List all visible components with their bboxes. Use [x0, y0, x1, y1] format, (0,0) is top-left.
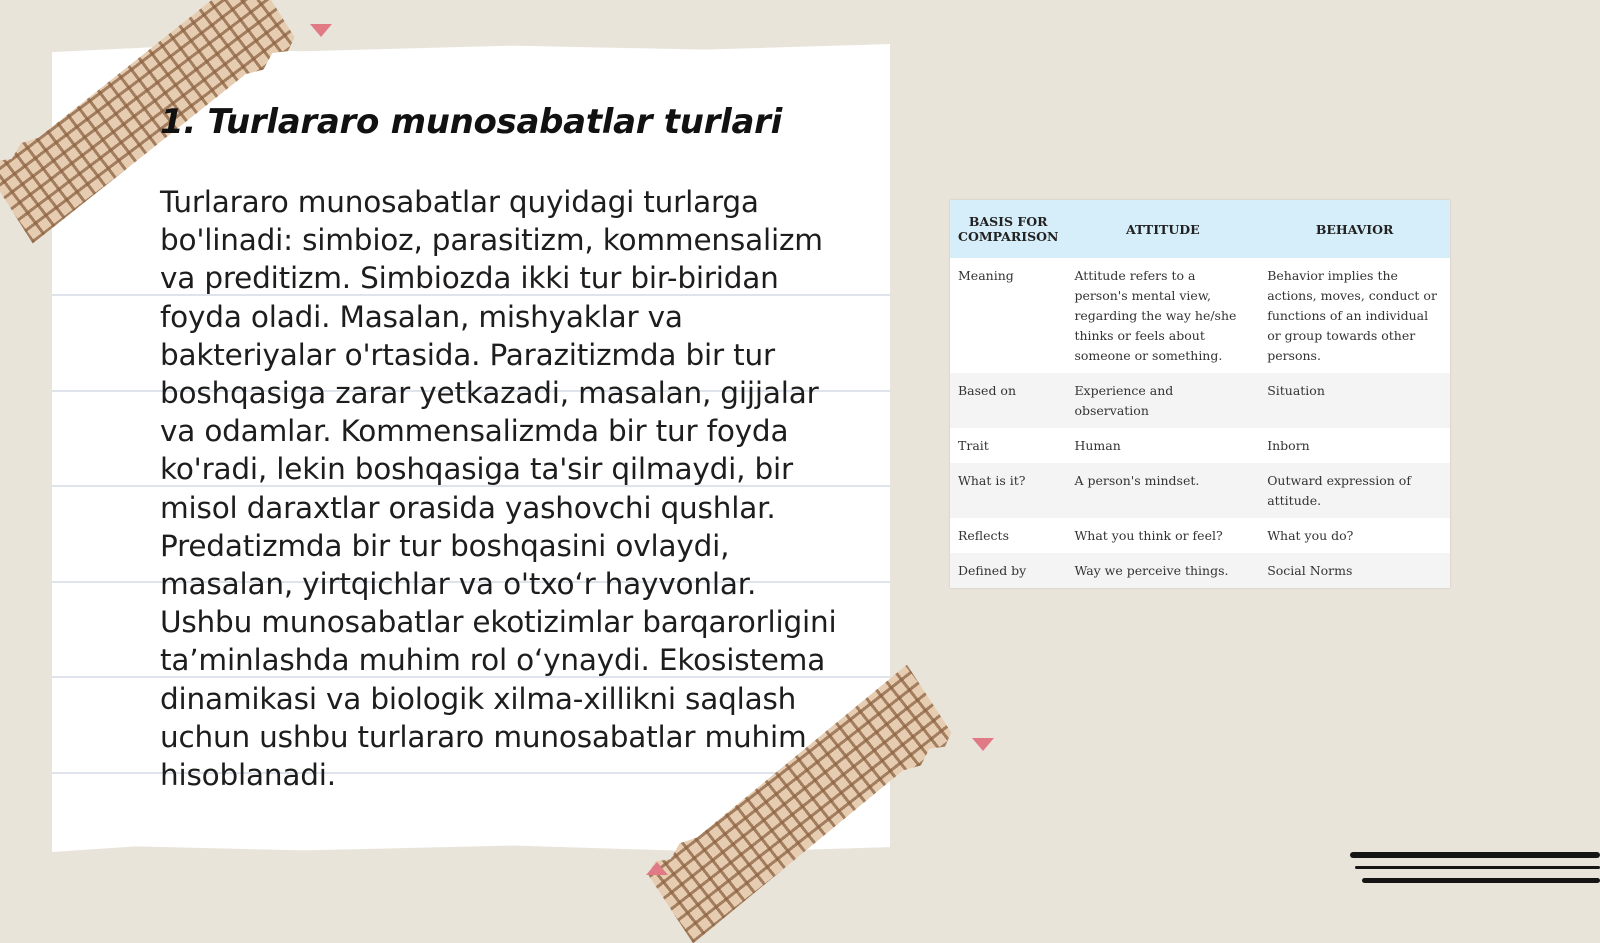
table-cell: Outward expression of attitude. [1259, 463, 1450, 518]
table-cell: Based on [950, 373, 1066, 428]
table-cell: Behavior implies the actions, moves, conduct or functions of an individual or group towards other persons. [1267, 268, 1437, 363]
table-cell: Meaning [958, 268, 1014, 283]
pin-icon [972, 738, 994, 751]
table-cell: Inborn [1267, 438, 1310, 453]
decorative-stroke [1355, 866, 1600, 869]
table-row [950, 553, 1450, 588]
table-cell: What is it? [950, 463, 1066, 518]
decorative-stroke [1350, 852, 1600, 858]
table-cell: Attitude refers to a person's mental view, regarding the way he/she thinks or feels about someone or something. [1074, 268, 1237, 363]
table-row [950, 373, 1450, 428]
table-cell: Trait [958, 438, 989, 453]
pin-icon [646, 862, 668, 875]
table-row [950, 428, 1450, 463]
slide-title: 1. Turlararo munosabatlar turlari [160, 102, 782, 142]
table-cell: What you do? [1267, 528, 1354, 543]
decorative-stroke [1362, 878, 1600, 883]
table-cell: Reflects [958, 528, 1009, 543]
table-cell: Human [1074, 438, 1121, 453]
table-cell: Social Norms [1259, 553, 1450, 588]
table-cell: A person's mindset. [1066, 463, 1259, 518]
comparison-table [950, 200, 1450, 588]
pin-icon [310, 24, 332, 37]
header-behavior: BEHAVIOR [1259, 200, 1450, 258]
table-cell: What you think or feel? [1074, 528, 1223, 543]
table-cell: Way we perceive things. [1066, 553, 1259, 588]
header-basis: BASIS FOR COMPARISON [950, 200, 1066, 258]
table-cell: Defined by [950, 553, 1066, 588]
table-header-row [950, 200, 1450, 258]
slide-body-text: Turlararo munosabatlar quyidagi turlarga bo'linadi: simbioz, parasitizm, kommensalizm va preditizm. Simbiozda ikki tur bir-biridan foyda oladi. Masalan, mishyaklar va bakteriyalar o'rtasida. Parazitizmda bir tur boshqasiga zarar yetkazadi, masalan, gijjalar va odamlar. Kommensalizmda bir tur foyda ko'radi, lekin boshqasiga ta'sir qilmaydi, bir misol daraxtlar orasida yashovchi qushlar. Predatizmda bir tur boshqasini ovlaydi, masalan, yirtqichlar va o'txo‘r hayvonlar. Ushbu munosabatlar ekotizimlar barqarorligini ta’minlashda muhim rol o‘ynaydi. Ekosistema dinamikasi va biologik xilma-xillikni saqlash uchun ushbu turlararo munosabatlar muhim hisoblanadi. [160, 185, 837, 793]
table-cell: Situation [1259, 373, 1450, 428]
table-row [950, 258, 1450, 373]
table-row [950, 463, 1450, 518]
table-row [950, 518, 1450, 553]
header-attitude: ATTITUDE [1066, 200, 1259, 258]
table-cell: Experience and observation [1066, 373, 1259, 428]
